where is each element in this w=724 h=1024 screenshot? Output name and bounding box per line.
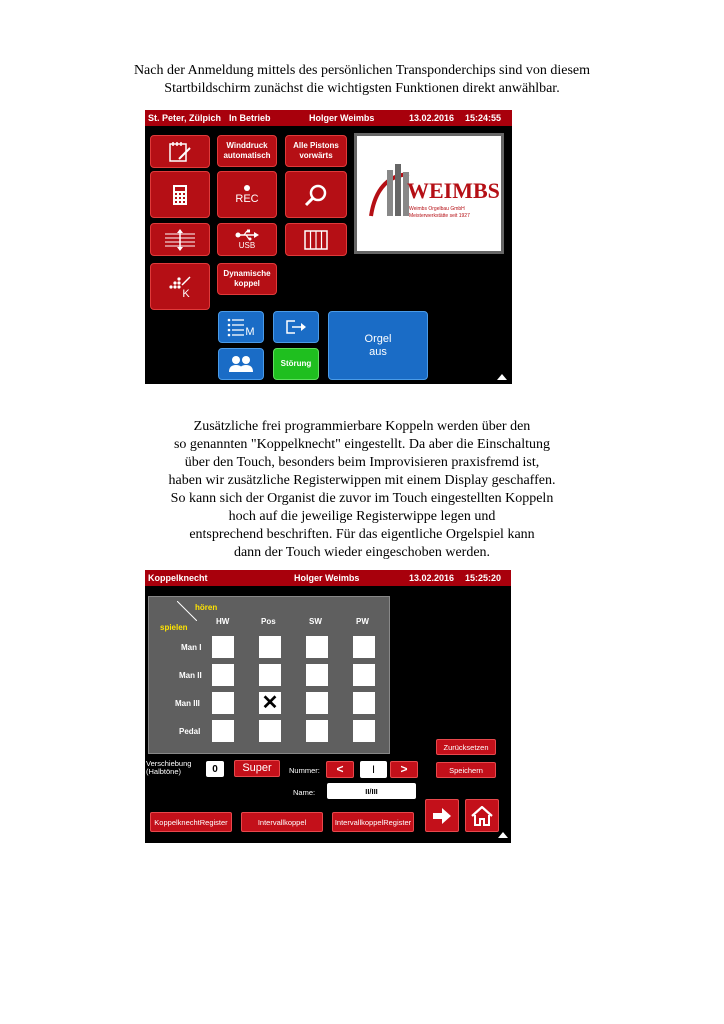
calculator-button[interactable]	[150, 171, 210, 218]
prev-number-button[interactable]: <	[326, 761, 354, 778]
spielen-label: spielen	[160, 623, 188, 632]
middle-line: so genannten "Koppelknecht" eingestellt. Da aber die Einschaltung	[173, 437, 551, 452]
coupler-cell[interactable]	[353, 720, 375, 742]
forward-button[interactable]	[425, 799, 459, 832]
pistons-line: vorwärts	[299, 151, 333, 160]
k-label: K	[182, 287, 190, 300]
users-button[interactable]	[218, 348, 264, 380]
status-bar	[145, 570, 511, 586]
intervallkoppel-button[interactable]: Intervallkoppel	[241, 812, 323, 832]
magnifier-icon	[304, 183, 328, 207]
logo-panel	[354, 133, 504, 254]
dyn-line: Dynamische	[223, 269, 271, 278]
coupler-cell[interactable]	[212, 636, 234, 658]
intro-paragraph	[0, 62, 724, 98]
start-screen	[145, 110, 512, 384]
dynamische-koppel-button[interactable]	[217, 263, 277, 295]
number-field[interactable]: I	[360, 761, 387, 778]
exit-icon	[285, 319, 307, 335]
home-icon	[471, 806, 493, 826]
winddruck-line: automatisch	[223, 151, 271, 160]
coupler-cell[interactable]	[353, 664, 375, 686]
coupler-cell[interactable]	[212, 664, 234, 686]
coupler-cell[interactable]	[259, 636, 281, 658]
register-list-button[interactable]	[218, 311, 264, 343]
status-bar	[145, 110, 512, 126]
user-label: Holger Weimbs	[294, 573, 360, 583]
verschiebung-line: Verschiebung	[146, 759, 192, 768]
coupler-cell[interactable]	[259, 720, 281, 742]
pistons-line: Alle Pistons	[293, 141, 339, 150]
verschiebung-line: (Halbtöne)	[146, 767, 182, 776]
user-label: Holger Weimbs	[309, 113, 375, 123]
logo-sub1: Weimbs Orgelbau GmbH	[409, 206, 465, 212]
middle-line: So kann sich der Organist die zuvor im Touch eingestellten Koppeln	[170, 491, 554, 506]
coupler-cell[interactable]	[259, 664, 281, 686]
time-label: 15:24:55	[465, 113, 502, 123]
orgel-line: aus	[369, 345, 387, 358]
btn-line: Register	[199, 817, 228, 827]
reset-button[interactable]: Zurücksetzen	[436, 739, 496, 755]
m-label: M	[245, 326, 255, 338]
collapse-arrow-icon[interactable]	[497, 374, 507, 380]
stoerung-label: Störung	[280, 359, 312, 368]
row-header: Man III	[175, 699, 200, 708]
coupler-grid	[148, 596, 390, 754]
stoerung-button[interactable]	[273, 348, 319, 380]
coupler-cell-checked[interactable]	[259, 692, 281, 714]
state-label: In Betrieb	[229, 113, 271, 123]
search-button[interactable]	[285, 171, 347, 218]
middle-line: haben wir zusätzliche Registerwippen mit einem Display geschaffen.	[168, 473, 556, 488]
logout-button[interactable]	[273, 311, 319, 343]
save-button[interactable]: Speichern	[436, 762, 496, 778]
verschiebung-label	[146, 760, 191, 776]
super-button[interactable]: Super	[234, 760, 280, 777]
btn-line: Koppelknecht	[154, 817, 200, 827]
winddruck-line: Winddruck	[226, 141, 268, 150]
pistons-button[interactable]	[285, 135, 347, 167]
middle-line: dann der Touch wieder eingeschoben werden.	[233, 545, 491, 560]
coupler-cell[interactable]	[212, 720, 234, 742]
time-label: 15:25:20	[465, 573, 502, 583]
rec-label: REC	[235, 193, 259, 205]
nummer-label: Nummer:	[289, 766, 320, 775]
coupler-cell[interactable]	[353, 636, 375, 658]
middle-line: Zusätzliche frei programmierbare Koppeln werden über den	[193, 419, 531, 434]
coupler-cell[interactable]	[306, 720, 328, 742]
shift-value-field[interactable]: 0	[206, 761, 224, 777]
logo-sub2: Meisterwerkstätte seit 1927	[409, 213, 470, 219]
dots-arrow-icon	[168, 275, 192, 289]
middle-line: über den Touch, besonders beim Improvisieren praxisfremd ist,	[184, 455, 540, 470]
coupler-cell[interactable]	[306, 692, 328, 714]
middle-line: hoch auf die jeweilige Registerwippe legen und	[228, 509, 496, 524]
hoeren-label: hören	[195, 603, 218, 612]
date-label: 13.02.2016	[409, 573, 455, 583]
col-header: HW	[216, 617, 230, 626]
usb-button[interactable]	[217, 223, 277, 256]
name-label: Name:	[293, 788, 316, 797]
col-header: Pos	[261, 617, 276, 626]
calculator-icon	[172, 184, 188, 206]
next-number-button[interactable]: >	[390, 761, 418, 778]
list-icon	[227, 317, 245, 337]
intro-line: Nach der Anmeldung mittels des persönlichen Transponderchips sind von diesem	[133, 63, 591, 78]
name-field[interactable]: II/III	[327, 783, 416, 799]
arrow-right-icon	[432, 808, 452, 824]
check-mark-icon: ✕	[261, 692, 279, 714]
record-button[interactable]	[217, 171, 277, 218]
users-icon	[228, 355, 254, 373]
middle-paragraph	[0, 418, 724, 562]
koppel-k-button[interactable]	[150, 263, 210, 310]
record-dot-icon	[244, 185, 250, 191]
btn-line: Register	[383, 817, 412, 827]
usb-label: USB	[238, 240, 256, 250]
col-header: SW	[309, 617, 322, 626]
orgel-aus-button[interactable]	[328, 311, 428, 380]
home-button[interactable]	[465, 799, 499, 832]
row-header: Pedal	[179, 727, 201, 736]
collapse-arrow-icon[interactable]	[498, 832, 508, 838]
intervallkoppel-register-button[interactable]	[332, 812, 414, 832]
transpose-button[interactable]	[150, 223, 210, 256]
koppelknecht-register-button[interactable]	[150, 812, 232, 832]
col-header: PW	[356, 617, 369, 626]
location-label: St. Peter, Zülpich	[148, 113, 222, 123]
orgel-line: Orgel	[364, 332, 392, 345]
btn-line: Intervallkoppel	[334, 817, 384, 827]
keyboard-icon	[304, 230, 328, 250]
diagonal-divider	[177, 601, 197, 621]
date-label: 13.02.2016	[409, 113, 455, 123]
coupler-cell[interactable]	[353, 692, 375, 714]
winddruck-button[interactable]	[217, 135, 277, 167]
screen-title: Koppelknecht	[148, 573, 208, 583]
koppelknecht-screen	[145, 570, 511, 843]
transpose-icon	[163, 229, 197, 251]
keyboard-button[interactable]	[285, 223, 347, 256]
coupler-cell[interactable]	[212, 692, 234, 714]
coupler-cell[interactable]	[306, 664, 328, 686]
intro-line: Startbildschirm zunächst die wichtigsten Funktionen direkt anwählbar.	[164, 81, 560, 96]
logo-name: WEIMBS	[407, 178, 500, 203]
coupler-cell[interactable]	[306, 636, 328, 658]
middle-line: entsprechend beschriften. Für das eigentliche Orgelspiel kann	[189, 527, 535, 542]
edit-button[interactable]	[150, 135, 210, 168]
notepad-edit-icon	[167, 140, 193, 164]
row-header: Man II	[179, 671, 202, 680]
dyn-line: koppel	[234, 279, 260, 288]
usb-icon	[235, 229, 259, 241]
row-header: Man I	[181, 643, 202, 652]
